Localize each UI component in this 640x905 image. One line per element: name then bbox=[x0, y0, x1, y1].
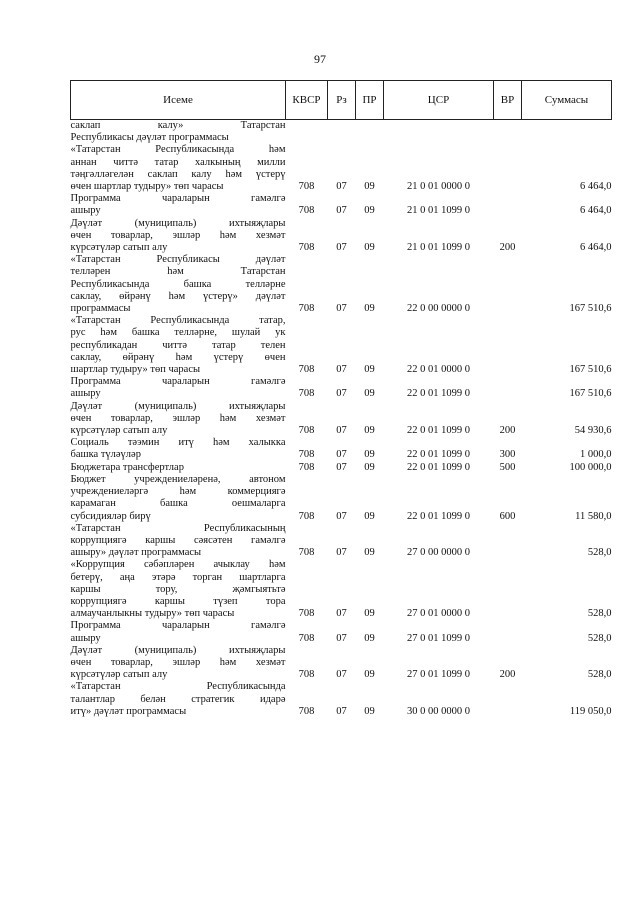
row-name-cell bbox=[71, 376, 286, 400]
row-vr-cell bbox=[494, 315, 522, 376]
table-row bbox=[71, 120, 612, 145]
row-kvsr-cell: 708 bbox=[298, 632, 315, 644]
row-name-line: «Татарстан Республикасы дәүләт bbox=[70, 254, 286, 266]
table-row bbox=[71, 681, 612, 718]
row-pr-cell: 09 bbox=[364, 205, 375, 217]
row-rz-cell: 07 bbox=[336, 510, 347, 522]
row-sum-cell: 167 510,6 bbox=[569, 303, 612, 315]
row-pr-cell: 09 bbox=[364, 242, 375, 254]
row-name-line: өчен шартлар тудыру» төп чарасы bbox=[70, 181, 224, 193]
row-rz-cell: 07 bbox=[336, 461, 347, 473]
row-name-cell bbox=[71, 401, 286, 438]
row-vr-cell: 600 bbox=[499, 510, 516, 522]
budget-table bbox=[70, 80, 612, 718]
row-pr-cell: 09 bbox=[364, 608, 375, 620]
row-kvsr-cell: 708 bbox=[298, 364, 315, 376]
row-name-cell bbox=[71, 193, 286, 217]
table-row bbox=[71, 437, 612, 461]
header-rz: Рз bbox=[328, 81, 356, 120]
row-name-line: карамаган башка оешмаларга bbox=[70, 498, 286, 510]
row-name-line: күрсәтүләр сатып алу bbox=[70, 242, 168, 254]
row-name-cell bbox=[71, 254, 286, 315]
row-vr-cell bbox=[494, 523, 522, 560]
row-name-line: Социаль тәэмин итү һәм халыкка bbox=[70, 437, 286, 449]
table-row bbox=[71, 523, 612, 560]
row-name-line: Республикасында башка телләрне bbox=[70, 278, 286, 290]
row-vr-cell bbox=[494, 376, 522, 400]
row-name-line: Программа чараларын гамәлгә bbox=[70, 376, 286, 388]
row-csr-cell: 22 0 01 1099 0 bbox=[407, 461, 470, 473]
table-row bbox=[71, 462, 612, 474]
row-name-line: Дәүләт (муниципаль) ихтыяҗлары bbox=[70, 644, 286, 656]
row-sum-cell: 119 050,0 bbox=[569, 705, 612, 717]
row-name-line: «Татарстан Республикасында татар, bbox=[70, 315, 286, 327]
row-rz-cell: 07 bbox=[336, 608, 347, 620]
row-vr-cell bbox=[494, 620, 522, 644]
page-number: 97 bbox=[314, 52, 326, 66]
row-name-line: аннан читтә татар халкының милли bbox=[70, 156, 286, 168]
row-kvsr-cell bbox=[286, 120, 328, 145]
row-sum-cell: 528,0 bbox=[587, 608, 612, 620]
row-name-line: ашыру» дәүләт программасы bbox=[70, 547, 202, 559]
row-vr-cell: 200 bbox=[499, 425, 516, 437]
table-row bbox=[71, 376, 612, 400]
row-vr-cell bbox=[494, 120, 522, 145]
header-name: Исеме bbox=[71, 81, 286, 120]
header-kvsr: КВСР bbox=[286, 81, 328, 120]
row-pr-cell: 09 bbox=[364, 425, 375, 437]
row-kvsr-cell: 708 bbox=[298, 547, 315, 559]
table-row bbox=[71, 144, 612, 193]
row-name-line: «Коррупция сәбәпләрен ачыклау һәм bbox=[70, 559, 286, 571]
header-vr: ВР bbox=[494, 81, 522, 120]
table-row bbox=[71, 559, 612, 620]
row-rz-cell: 07 bbox=[336, 364, 347, 376]
row-vr-cell: 500 bbox=[499, 461, 516, 473]
row-name-line: Республикасы дәүләт программасы bbox=[70, 132, 229, 144]
row-sum-cell: 1 000,0 bbox=[580, 449, 612, 461]
row-sum-cell: 11 580,0 bbox=[575, 510, 612, 522]
row-csr-cell: 30 0 00 0000 0 bbox=[407, 705, 470, 717]
row-name-cell bbox=[71, 218, 286, 255]
row-name-line: шартлар тудыру» төп чарасы bbox=[70, 364, 201, 376]
row-name-line: күрсәтүләр сатып алу bbox=[70, 669, 168, 681]
row-vr-cell bbox=[494, 559, 522, 620]
row-name-line: Бюджетара трансфертлар bbox=[70, 461, 184, 473]
row-pr-cell: 09 bbox=[364, 181, 375, 193]
row-pr-cell: 09 bbox=[364, 461, 375, 473]
row-name-line: саклау, өйрәнү һәм үстерү» дәүләт bbox=[70, 290, 286, 302]
row-name-cell bbox=[71, 474, 286, 523]
row-name-cell bbox=[71, 523, 286, 560]
row-name-line: рус һәм башка телләрне, шулай ук bbox=[70, 327, 286, 339]
row-rz-cell: 07 bbox=[336, 388, 347, 400]
row-kvsr-cell: 708 bbox=[298, 205, 315, 217]
row-csr-cell: 21 0 01 1099 0 bbox=[407, 242, 470, 254]
row-rz-cell: 07 bbox=[336, 425, 347, 437]
row-name-cell bbox=[71, 315, 286, 376]
row-name-line: коррупциягә каршы түзеп тора bbox=[70, 595, 286, 607]
row-name-cell bbox=[71, 645, 286, 682]
row-name-line: бетерү, аңа этәрә торган шартларга bbox=[70, 571, 286, 583]
row-name-cell bbox=[71, 620, 286, 644]
row-name-line: ашыру bbox=[70, 388, 101, 400]
row-kvsr-cell: 708 bbox=[298, 461, 315, 473]
table-header-row bbox=[71, 81, 612, 120]
row-csr-cell: 22 0 01 1099 0 bbox=[407, 510, 470, 522]
row-name-line: өчен товарлар, эшләр һәм хезмәт bbox=[70, 412, 286, 424]
row-rz-cell: 07 bbox=[336, 303, 347, 315]
row-rz-cell: 07 bbox=[336, 669, 347, 681]
table-row bbox=[71, 401, 612, 438]
row-rz-cell: 07 bbox=[336, 632, 347, 644]
table-row bbox=[71, 474, 612, 523]
row-sum-cell: 528,0 bbox=[587, 669, 612, 681]
row-kvsr-cell: 708 bbox=[298, 608, 315, 620]
row-sum-cell: 6 464,0 bbox=[580, 181, 612, 193]
row-kvsr-cell: 708 bbox=[298, 425, 315, 437]
row-name-cell bbox=[71, 144, 286, 193]
row-pr-cell: 09 bbox=[364, 705, 375, 717]
row-sum-cell: 528,0 bbox=[587, 632, 612, 644]
row-pr-cell: 09 bbox=[364, 388, 375, 400]
row-csr-cell bbox=[384, 120, 494, 145]
row-name-line: итү» дәүләт программасы bbox=[70, 705, 187, 717]
row-name-cell bbox=[71, 437, 286, 461]
row-name-line: программасы bbox=[70, 303, 131, 315]
row-name-line: учреждениеләргә һәм коммерциягә bbox=[70, 486, 286, 498]
row-vr-cell bbox=[494, 144, 522, 193]
row-name-line: күрсәтүләр сатып алу bbox=[70, 425, 168, 437]
row-vr-cell: 300 bbox=[499, 449, 516, 461]
row-kvsr-cell: 708 bbox=[298, 705, 315, 717]
header-pr: ПР bbox=[356, 81, 384, 120]
row-pr-cell: 09 bbox=[364, 449, 375, 461]
header-csr: ЦСР bbox=[384, 81, 494, 120]
row-name-line: ашыру bbox=[70, 205, 101, 217]
row-name-line: тәңгәлләгелән саклап калу һәм үстерү bbox=[70, 168, 286, 180]
table-row bbox=[71, 645, 612, 682]
table-row bbox=[71, 315, 612, 376]
row-name-line: өчен товарлар, эшләр һәм хезмәт bbox=[70, 656, 286, 668]
row-name-line: Программа чараларын гамәлгә bbox=[70, 193, 286, 205]
row-sum-cell bbox=[522, 120, 612, 145]
row-csr-cell: 27 0 01 1099 0 bbox=[407, 632, 470, 644]
row-name-line: «Татарстан Республикасында һәм bbox=[70, 144, 286, 156]
row-pr-cell: 09 bbox=[364, 547, 375, 559]
row-csr-cell: 27 0 01 0000 0 bbox=[407, 608, 470, 620]
row-pr-cell bbox=[356, 120, 384, 145]
row-vr-cell bbox=[494, 193, 522, 217]
row-pr-cell: 09 bbox=[364, 364, 375, 376]
table-row bbox=[71, 193, 612, 217]
row-csr-cell: 21 0 01 0000 0 bbox=[407, 181, 470, 193]
row-pr-cell: 09 bbox=[364, 510, 375, 522]
row-kvsr-cell: 708 bbox=[298, 242, 315, 254]
row-csr-cell: 22 0 00 0000 0 bbox=[407, 303, 470, 315]
row-name-line: субсидияләр бирү bbox=[70, 510, 151, 522]
row-name-line: саклап калу» Татарстан bbox=[70, 120, 286, 131]
row-kvsr-cell: 708 bbox=[298, 510, 315, 522]
row-name-line: өчен товарлар, эшләр һәм хезмәт bbox=[70, 229, 286, 241]
row-name-line: «Татарстан Республикасының bbox=[70, 522, 286, 534]
row-name-line: башка түләүләр bbox=[70, 449, 141, 461]
row-name-cell bbox=[71, 120, 286, 145]
row-name-line: республикадан читтә татар телен bbox=[70, 339, 286, 351]
row-sum-cell: 6 464,0 bbox=[580, 205, 612, 217]
row-name-line: талантлар белән стратегик идарә bbox=[70, 693, 286, 705]
row-csr-cell: 22 0 01 1099 0 bbox=[407, 388, 470, 400]
row-name-line: алмаучанлыкны тудыру» төп чарасы bbox=[70, 608, 235, 620]
row-sum-cell: 167 510,6 bbox=[569, 388, 612, 400]
row-csr-cell: 21 0 01 1099 0 bbox=[407, 205, 470, 217]
row-sum-cell: 6 464,0 bbox=[580, 242, 612, 254]
row-csr-cell: 22 0 01 1099 0 bbox=[407, 449, 470, 461]
row-name-line: телләрен һәм Татарстан bbox=[70, 266, 286, 278]
row-sum-cell: 100 000,0 bbox=[569, 461, 612, 473]
row-name-line: Дәүләт (муниципаль) ихтыяҗлары bbox=[70, 217, 286, 229]
row-pr-cell: 09 bbox=[364, 632, 375, 644]
header-sum: Суммасы bbox=[522, 81, 612, 120]
row-kvsr-cell: 708 bbox=[298, 388, 315, 400]
row-vr-cell: 200 bbox=[499, 242, 516, 254]
row-name-line: каршы тору, җәмгыятьтә bbox=[70, 583, 286, 595]
row-vr-cell bbox=[494, 254, 522, 315]
row-name-line: Программа чараларын гамәлгә bbox=[70, 620, 286, 632]
row-csr-cell: 27 0 01 1099 0 bbox=[407, 669, 470, 681]
row-name-cell bbox=[71, 462, 286, 474]
row-name-line: коррупциягә каршы сәясәтен гамәлгә bbox=[70, 534, 286, 546]
row-rz-cell: 07 bbox=[336, 242, 347, 254]
row-rz-cell: 07 bbox=[336, 449, 347, 461]
row-pr-cell: 09 bbox=[364, 303, 375, 315]
row-rz-cell: 07 bbox=[336, 181, 347, 193]
row-rz-cell: 07 bbox=[336, 705, 347, 717]
row-csr-cell: 22 0 01 1099 0 bbox=[407, 425, 470, 437]
row-kvsr-cell: 708 bbox=[298, 303, 315, 315]
row-kvsr-cell: 708 bbox=[298, 181, 315, 193]
row-kvsr-cell: 708 bbox=[298, 449, 315, 461]
table-row bbox=[71, 254, 612, 315]
row-vr-cell: 200 bbox=[499, 669, 516, 681]
row-rz-cell: 07 bbox=[336, 547, 347, 559]
row-sum-cell: 167 510,6 bbox=[569, 364, 612, 376]
table-row bbox=[71, 218, 612, 255]
row-pr-cell: 09 bbox=[364, 669, 375, 681]
table-body bbox=[71, 120, 612, 718]
row-name-line: ашыру bbox=[70, 632, 101, 644]
row-name-line: «Татарстан Республикасында bbox=[70, 681, 286, 693]
row-name-line: саклау, өйрәнү һәм үстерү өчен bbox=[70, 351, 286, 363]
row-vr-cell bbox=[494, 681, 522, 718]
row-csr-cell: 22 0 01 0000 0 bbox=[407, 364, 470, 376]
row-name-cell bbox=[71, 681, 286, 718]
row-sum-cell: 54 930,6 bbox=[574, 425, 612, 437]
row-csr-cell: 27 0 00 0000 0 bbox=[407, 547, 470, 559]
row-sum-cell: 528,0 bbox=[587, 547, 612, 559]
row-name-line: Дәүләт (муниципаль) ихтыяҗлары bbox=[70, 400, 286, 412]
row-rz-cell bbox=[328, 120, 356, 145]
row-rz-cell: 07 bbox=[336, 205, 347, 217]
table-row bbox=[71, 620, 612, 644]
row-name-cell bbox=[71, 559, 286, 620]
row-kvsr-cell: 708 bbox=[298, 669, 315, 681]
row-name-line: Бюджет учреждениеләренә, автоном bbox=[70, 473, 286, 485]
